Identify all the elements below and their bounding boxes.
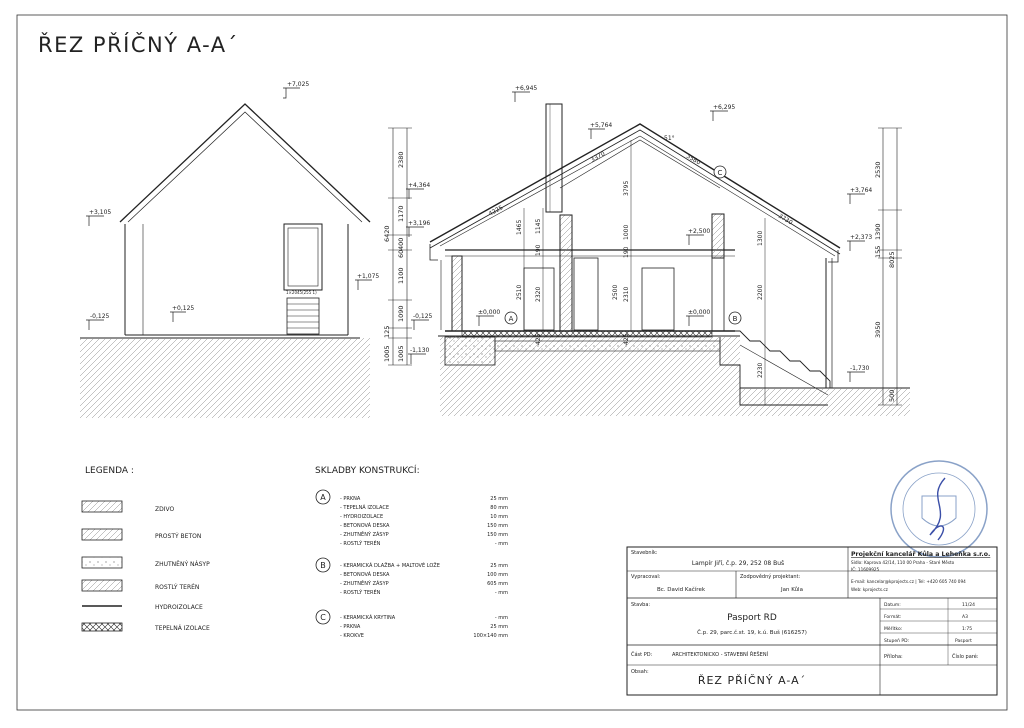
dim-2230: 2230 [757,362,764,378]
level-5764: +5,764 [590,122,613,129]
left-building-elevation [120,104,370,335]
svg-text:150 mm: 150 mm [487,532,508,538]
tb-obsah-label: Obsah: [631,669,649,675]
skladby-heading: SKLADBY KONSTRUKCÍ: [315,466,420,476]
marker-a: A [508,315,514,323]
title-block [627,547,997,695]
authorization-stamp [891,461,987,557]
svg-text:- KERAMICKÁ KRYTINA: - KERAMICKÁ KRYTINA [340,615,396,621]
legend-item-5: HYDROIZOLACE [155,604,203,611]
svg-text:- BETONOVÁ DESKA: - BETONOVÁ DESKA [340,572,390,578]
level-0125-plus: +0,125 [172,305,195,312]
svg-text:- HYDROIZOLACE: - HYDROIZOLACE [340,514,384,520]
tb-stupen-label: Stupeň PD: [884,639,910,644]
level-3196: +3,196 [408,220,431,227]
tb-zodp: Jan Kůla [781,587,803,593]
dim-1390: 1390 [874,223,882,240]
dim-1170: 1170 [397,205,405,222]
tb-firm-line-4: Web: kprojects.cz [851,587,888,592]
tb-format-label: Formát: [884,615,902,620]
tb-firm: Projekční kancelář Kůla a Leheňka s.r.o. [851,551,991,558]
dim-3795: 3795 [623,180,630,196]
dim-2510: 2510 [516,284,523,300]
tb-cast: ARCHITEKTONICKO - STAVEBNÍ ŘEŠENÍ [672,652,769,658]
svg-text:- KERAMICKÁ DLAŽBA + MALTOVÉ L: - KERAMICKÁ DLAŽBA + MALTOVÉ LOŽE [340,563,440,569]
dim-3370: 3370 [589,150,607,164]
dim-1100: 1100 [397,267,405,284]
svg-text:605 mm: 605 mm [487,581,508,587]
dim-6420: 6420 [383,225,391,242]
dim-3730: 3730 [776,212,794,227]
level-ridge-left: +7,025 [287,81,310,88]
tb-stavebnik-label: Stavebník: [631,550,658,556]
dim-425-b: 425 [623,333,630,345]
skladba-c-mark: C [320,613,326,622]
level-markers-left [86,88,372,330]
svg-text:- ROSTLÝ TERÉN: - ROSTLÝ TERÉN [340,590,381,596]
level-6295: +6,295 [713,104,736,111]
dim-425-a: 425 [535,333,542,345]
dim-190-b: 190 [623,246,630,258]
door-label: 1×2045(255 1) [286,290,317,295]
svg-text:- ROSTLÝ TERÉN: - ROSTLÝ TERÉN [340,541,381,547]
level-4364: +4,364 [408,182,431,189]
svg-text:- ZHUTNĚNÝ ZÁSYP: - ZHUTNĚNÝ ZÁSYP [340,532,389,538]
legend-item-4: ROSTLÝ TERÉN [155,584,200,591]
level-2500: +2,500 [688,228,711,235]
tb-cislo-label: Číslo paré: [952,654,979,660]
level-6945: +6,945 [515,85,538,92]
skladby-rows [340,496,508,639]
legend-swatches [82,501,122,631]
svg-text:- mm: - mm [494,615,508,621]
tb-stavba-sub: Č.p. 29, parc.č.st. 19, k.ú. Buš (616257) [697,630,807,636]
dim-8025: 8025 [888,251,896,268]
tb-firm-line-1: Sídlo: Kaprova 42/14, 110 00 Praha - Staré Město [851,560,955,565]
legend-item-3: ZHUTNĚNÝ NÁSYP [155,561,210,568]
level-3105: +3,105 [89,209,112,216]
svg-text:- TEPELNÁ IZOLACE: - TEPELNÁ IZOLACE [340,505,390,511]
svg-text:- KROKVE: - KROKVE [340,633,364,639]
dim-1000: 1000 [623,224,630,240]
svg-text:25 mm: 25 mm [490,624,508,630]
dim-3950: 3950 [874,321,882,338]
dim-2310: 2310 [623,286,630,302]
dim-2530: 2530 [874,161,882,178]
svg-text:- BETONOVÁ DESKA: - BETONOVÁ DESKA [340,523,390,529]
svg-text:- mm: - mm [494,590,508,596]
roof-angle: 51° [664,135,675,142]
level-1075: +1,075 [357,273,380,280]
tb-datum: 11/24 [962,603,975,608]
dim-2500: 2500 [612,284,619,300]
dim-400: 400 [397,237,405,250]
svg-text:150 mm: 150 mm [487,523,508,529]
dim-155: 155 [874,245,882,258]
marker-c: C [717,169,723,177]
tb-stavebnik: Lampír Jiří, č.p. 29, 252 08 Buš [691,560,785,567]
tb-obsah: ŘEZ PŘÍČNÝ A-A´ [697,674,807,687]
svg-text:25 mm: 25 mm [490,496,508,502]
dim-2200: 2200 [757,284,764,300]
tb-meritko: 1:75 [962,627,973,632]
level-0125-minus-b: -0,125 [413,313,433,320]
svg-text:100 mm: 100 mm [487,572,508,578]
marker-b: B [732,315,738,323]
dim-2320: 2320 [535,286,542,302]
level-0125-minus: -0,125 [90,313,110,320]
skladba-a-mark: A [320,493,326,502]
tb-stavba-label: Stavba: [631,602,651,608]
svg-text:100×140 mm: 100×140 mm [473,633,508,639]
tb-vypracoval-label: Vypracoval: [631,574,661,580]
svg-text:25 mm: 25 mm [490,563,508,569]
svg-text:80 mm: 80 mm [490,505,508,511]
dim-1300: 1300 [757,230,764,246]
dim-1005-b: 1005 [397,345,405,362]
signature [930,478,945,540]
dim-500: 500 [888,389,896,402]
dim-1465: 1465 [516,219,523,235]
dim-1145: 1145 [535,218,542,234]
legend-swatch-nasyp [82,557,122,568]
dim-60: 60 [397,249,405,258]
svg-text:- PRKNA: - PRKNA [340,624,361,630]
dim-4225: 4225 [487,204,505,218]
legend-heading: LEGENDA : [85,466,134,476]
legend-item-2: PROSTÝ BETON [155,533,202,540]
legend-swatch-teren [82,580,122,591]
svg-text:- PRKNA: - PRKNA [340,496,361,502]
skladba-b-mark: B [320,561,326,570]
tb-cast-label: Část PD: [631,652,653,658]
page-title: ŘEZ PŘÍČNÝ A-A´ [38,33,239,57]
legend-swatch-beton [82,529,122,540]
legend-swatch-zdivo [82,501,122,512]
level-2373: +2,373 [850,234,873,241]
tb-priloha-label: Příloha: [884,654,903,660]
svg-text:- mm: - mm [494,541,508,547]
legend-item-1: ZDIVO [155,506,175,513]
tb-stavba: Pasport RD [727,613,777,623]
level-1730: -1,730 [850,365,870,372]
tb-stupen: Pasport [955,639,972,644]
level-000-b: ±0,000 [688,309,711,316]
legend-item-6: TEPELNÁ IZOLACE [155,625,210,632]
dim-1005-a: 1005 [383,345,391,362]
tb-meritko-label: Měřítko: [884,627,903,632]
dim-1090: 1090 [397,305,405,322]
tb-zodp-label: Zodpovědný projektant: [740,574,801,580]
legend-swatch-izolace [82,623,122,631]
level-3764: +3,764 [850,187,873,194]
svg-text:10 mm: 10 mm [490,514,508,520]
svg-text:- ZHUTNĚNÝ ZÁSYP: - ZHUTNĚNÝ ZÁSYP [340,581,389,587]
tb-firm-line-2: IČ: 11609925 [851,567,880,572]
tb-datum-label: Datum: [884,603,901,608]
dim-3580: 3580 [684,152,702,167]
dim-125: 125 [383,325,391,338]
level-000-a: ±0,000 [478,309,501,316]
dim-190-a: 190 [535,244,542,256]
tb-vypracoval: Bc. David Kačírek [656,587,706,593]
tb-firm-line-3: E-mail: kancelar@kprojects.cz | Tel: +420 605 740 094 [851,579,966,584]
tb-format: A3 [962,615,968,620]
level-1130: -1,130 [410,347,430,354]
dim-2380: 2380 [397,151,405,168]
